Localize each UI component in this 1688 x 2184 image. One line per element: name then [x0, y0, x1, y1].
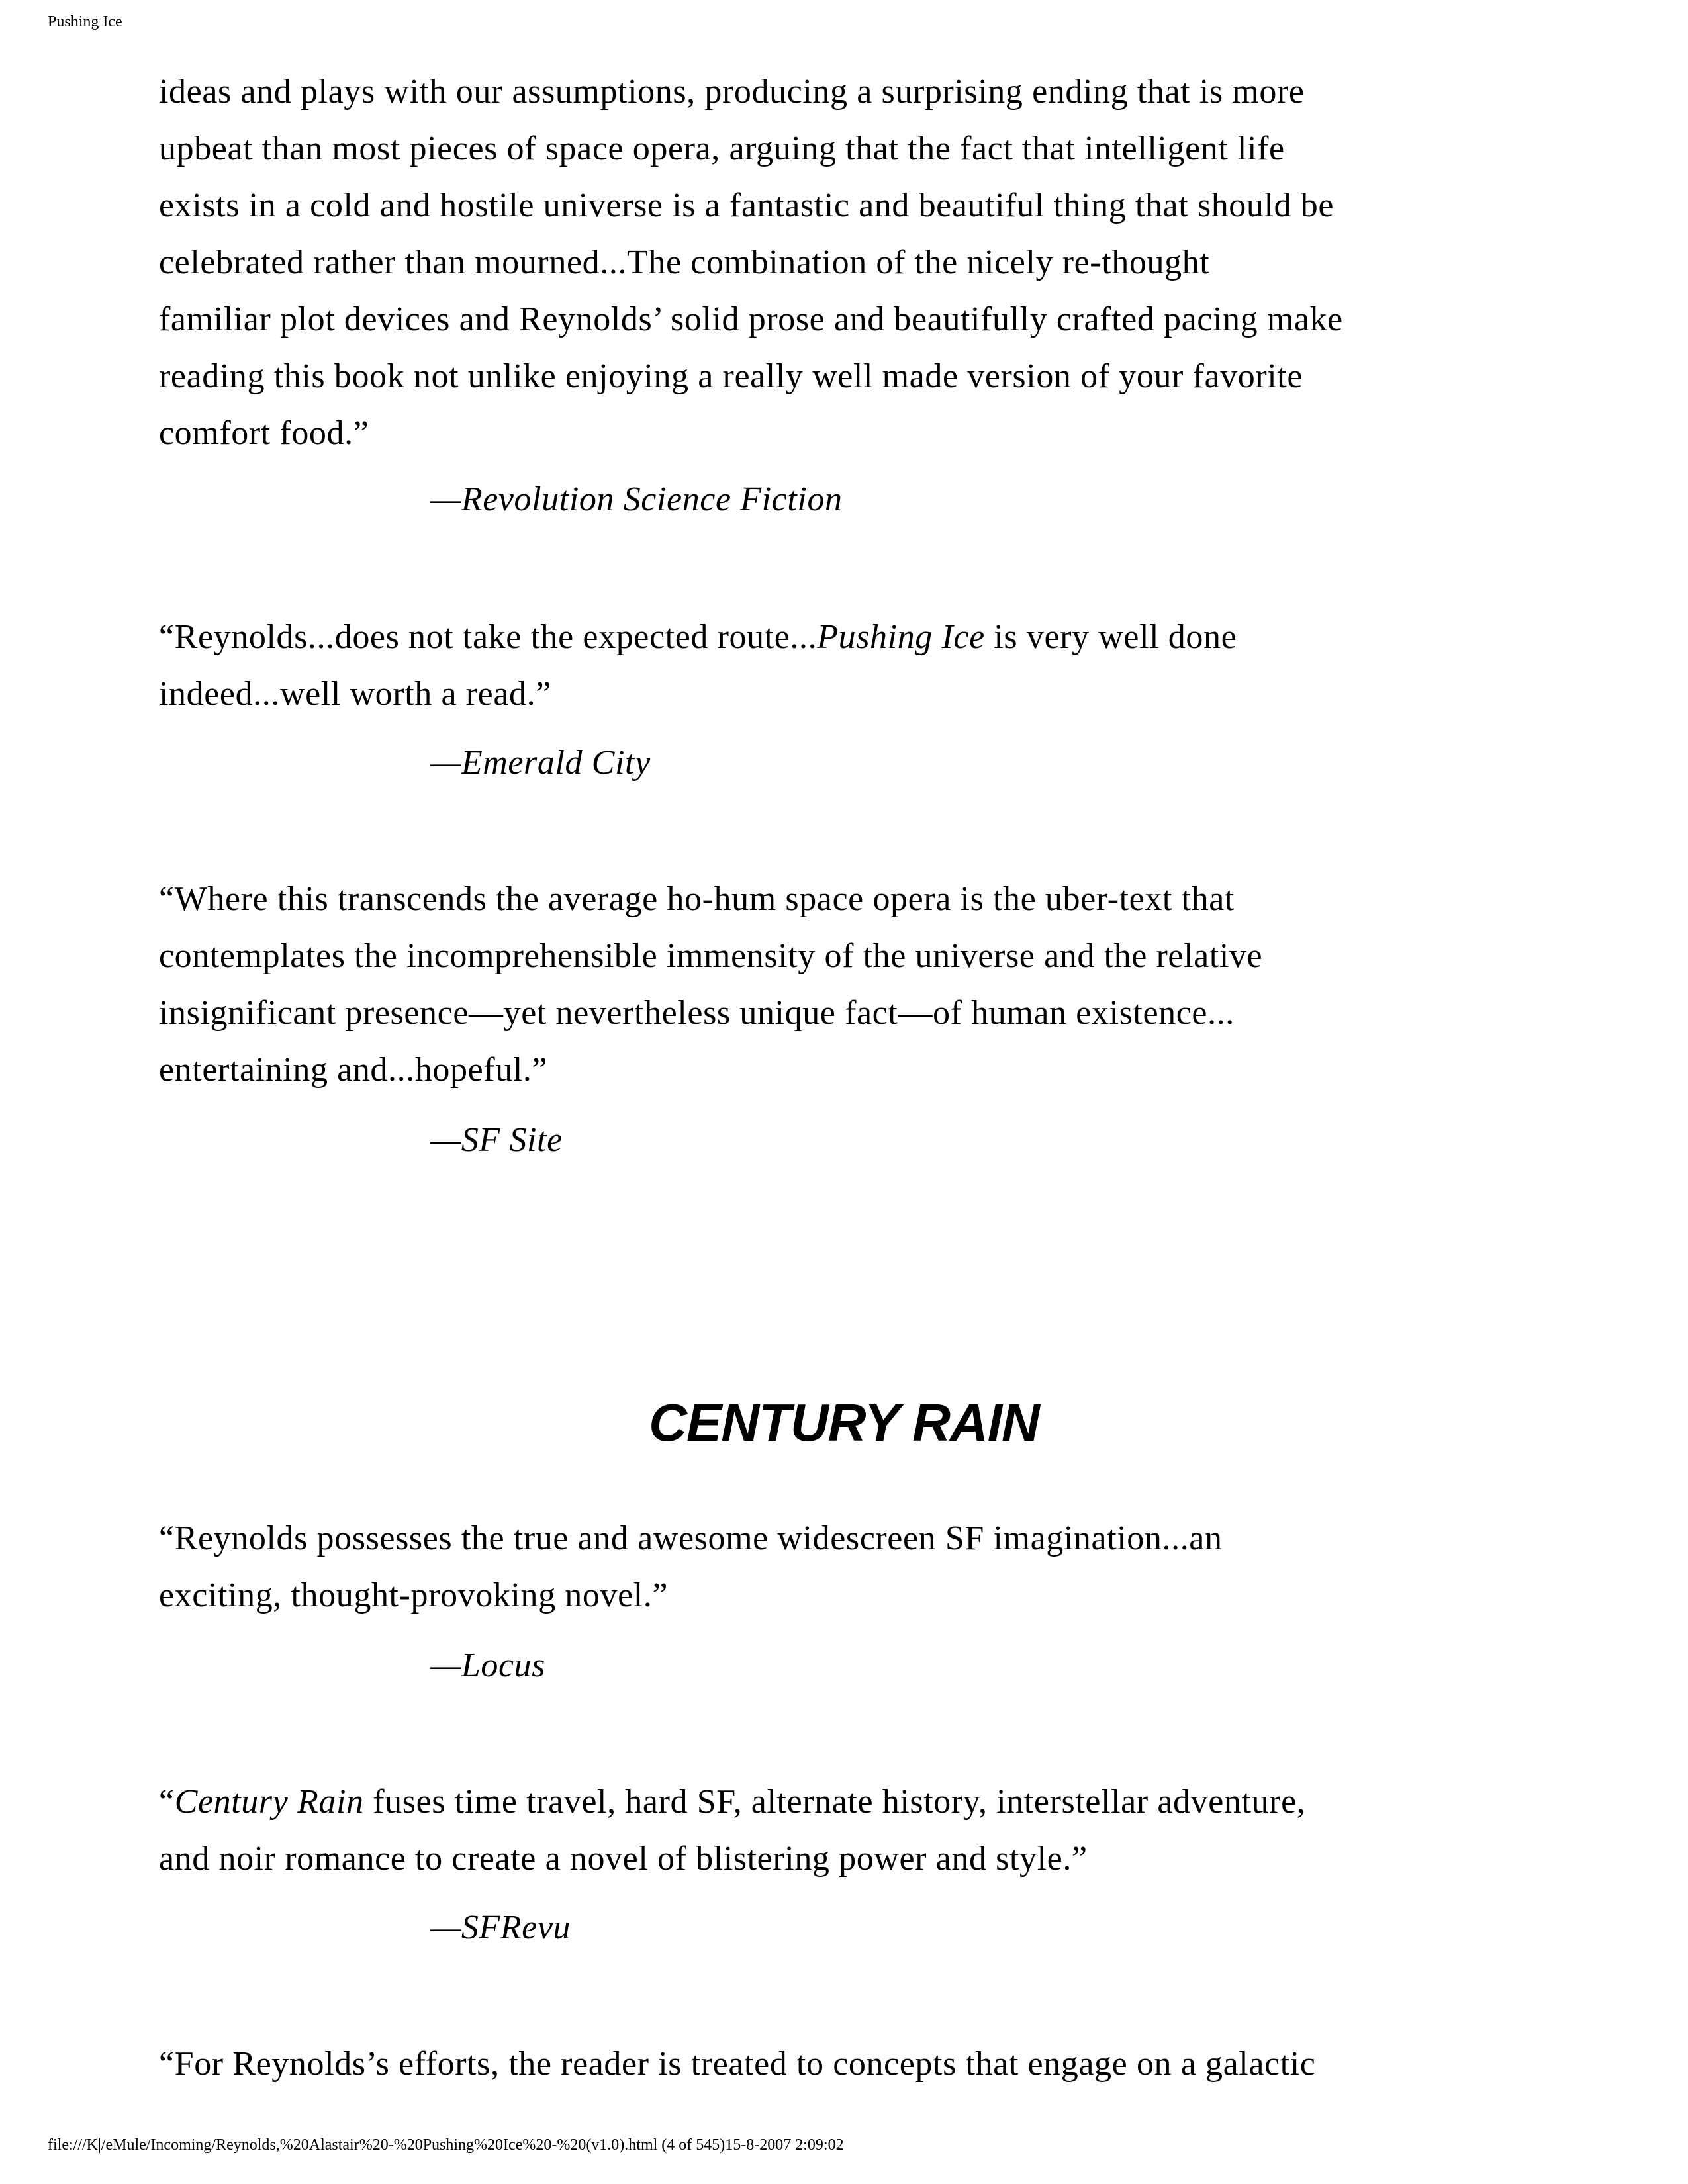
quote-text: “: [159, 1783, 175, 1821]
quote-line: “For Reynolds’s efforts, the reader is treated to concepts that engage on a galactic: [159, 2045, 1316, 2083]
quote-line: celebrated rather than mourned...The combination of the nicely re-thought: [159, 244, 1210, 281]
quote-line: contemplates the incomprehensible immensity of the universe and the relative: [159, 937, 1263, 975]
quote-line: exists in a cold and hostile universe is a fantastic and beautiful thing that should be: [159, 187, 1335, 224]
section-title: CENTURY RAIN: [649, 1393, 1039, 1452]
attribution-emerald-city: —Emerald City: [430, 744, 651, 782]
quote-line: [159, 609, 1549, 666]
quote-line: and noir romance to create a novel of blistering power and style.”: [159, 1840, 1088, 1878]
quote-text: “Reynolds...does not take the expected route...: [159, 618, 818, 656]
book-title: Century Rain: [174, 1783, 364, 1821]
quote-sfrevu: [159, 1774, 1549, 1888]
quote-revolution-sf: [159, 64, 1549, 462]
running-head: Pushing Ice: [48, 13, 122, 30]
quote-line: entertaining and...hopeful.”: [159, 1051, 548, 1089]
quote-line: insignificant presence—yet nevertheless unique fact—of human existence...: [159, 994, 1235, 1032]
quote-line: upbeat than most pieces of space opera, arguing that the fact that intelligent life: [159, 130, 1285, 167]
quote-emerald-city: [159, 609, 1549, 723]
quote-line: familiar plot devices and Reynolds’ solid prose and beautifully crafted pacing make: [159, 300, 1343, 338]
quote-text: is very well done: [984, 618, 1237, 656]
attribution-revolution-sf: —Revolution Science Fiction: [430, 480, 843, 518]
quote-line: “Reynolds possesses the true and awesome widescreen SF imagination...an: [159, 1520, 1223, 1557]
attribution-sf-site: —SF Site: [430, 1121, 563, 1159]
book-title: Pushing Ice: [817, 618, 985, 656]
quote-locus: [159, 1510, 1549, 1624]
quote-line: reading this book not unlike enjoying a really well made version of your favorite: [159, 357, 1303, 395]
quote-line: ideas and plays with our assumptions, producing a surprising ending that is more: [159, 73, 1305, 111]
footer-file-path: file:///K|/eMule/Incoming/Reynolds,%20Alastair%20-%20Pushing%20Ice%20-%20(v1.0).html (4 of 545)15-8-2007 2:09:02: [48, 2136, 844, 2154]
quote-line: exciting, thought-provoking novel.”: [159, 1576, 669, 1614]
quote-galactic: [159, 2036, 1549, 2093]
quote-line: comfort food.”: [159, 414, 369, 452]
quote-line: [159, 1774, 1549, 1831]
quote-line: indeed...well worth a read.”: [159, 675, 551, 713]
attribution-sfrevu: —SFRevu: [430, 1909, 571, 1946]
attribution-locus: —Locus: [430, 1647, 546, 1684]
quote-sf-site: [159, 871, 1549, 1099]
quote-line: “Where this transcends the average ho-hum space opera is the uber-text that: [159, 880, 1235, 918]
quote-text: fuses time travel, hard SF, alternate history, interstellar adventure,: [363, 1783, 1306, 1821]
